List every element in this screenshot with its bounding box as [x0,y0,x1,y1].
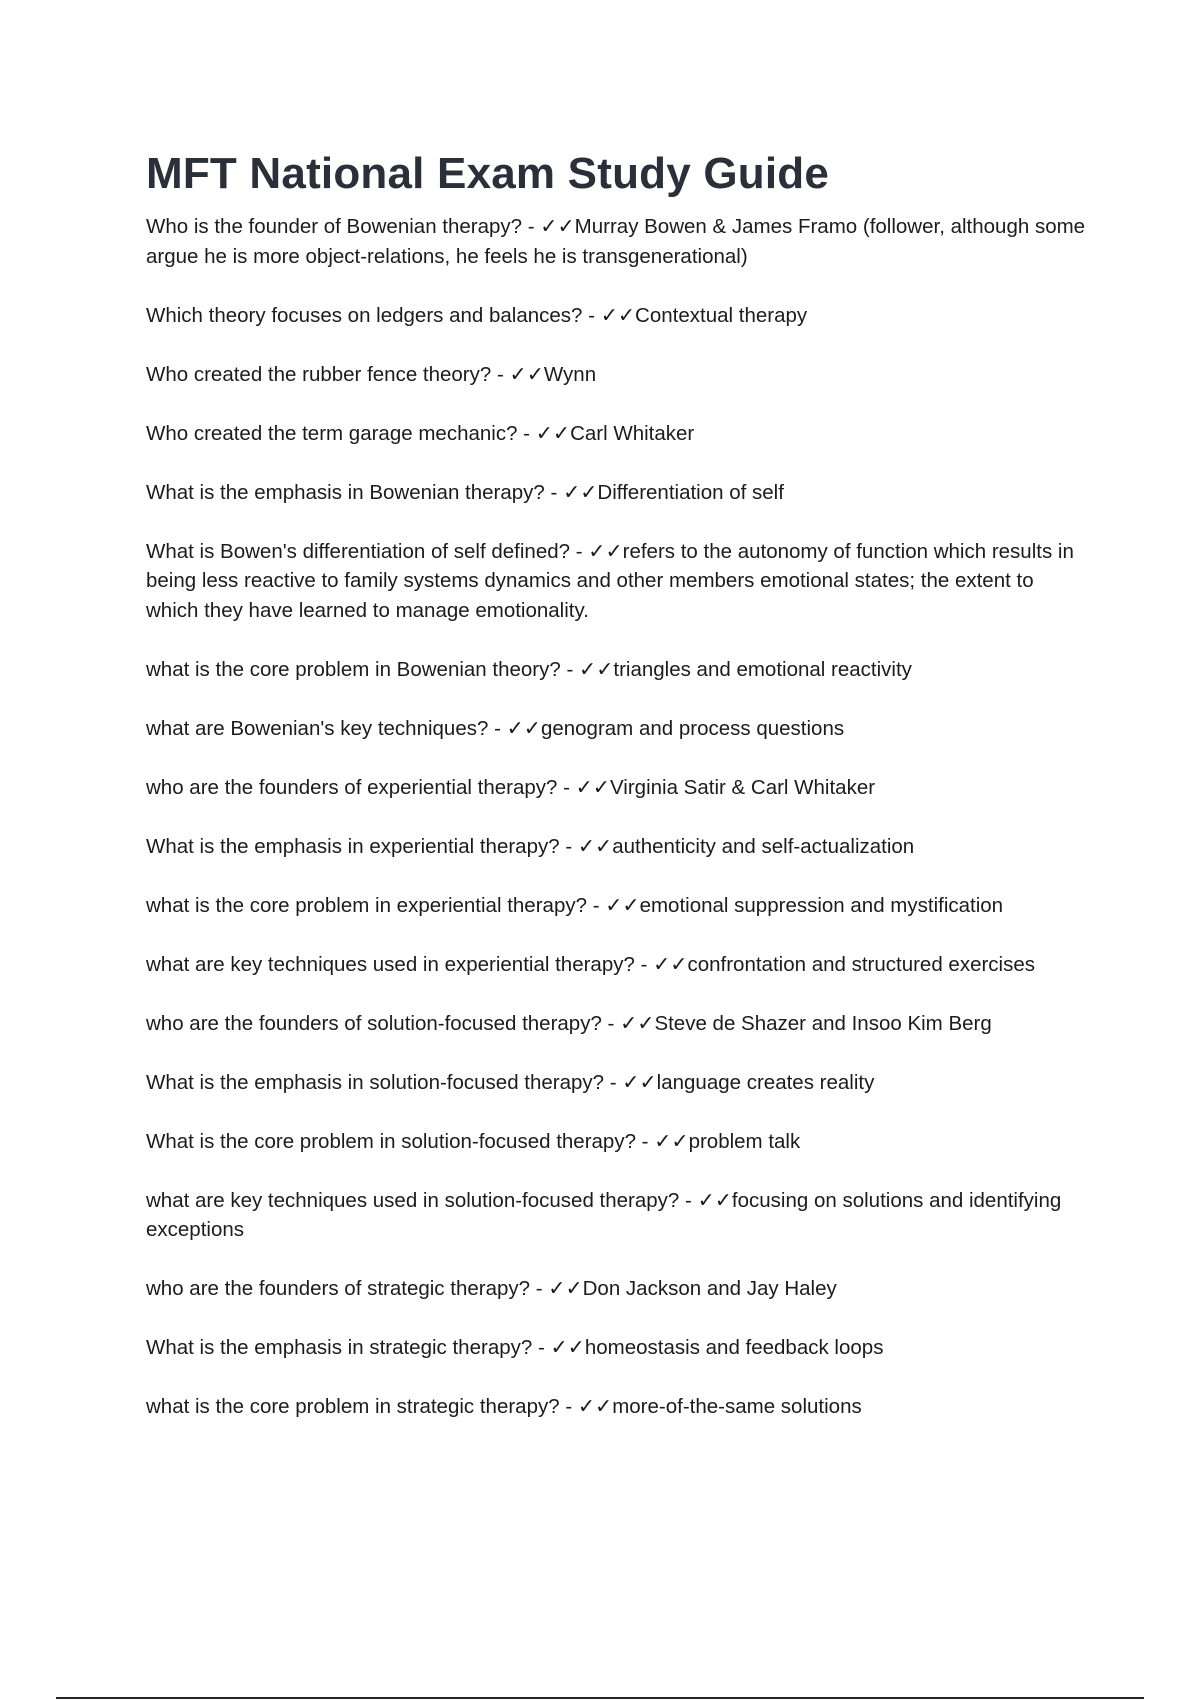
footer-divider [56,1697,1144,1699]
separator: - [634,952,654,976]
separator: - [522,215,541,238]
double-check-icon: ✓✓ [577,1395,613,1418]
qa-item [146,1392,1086,1422]
double-check-icon: ✓✓ [622,1070,657,1094]
double-check-icon: ✓✓ [620,1011,655,1035]
qa-item [146,1127,1086,1157]
qa-item [146,714,1086,744]
double-check-icon: ✓✓ [548,1277,583,1300]
question-text: What is the core problem in solution-focused therapy? [146,1129,636,1153]
answer-text: Differentiation of self [597,480,784,504]
answer-text: genogram and process questions [540,716,845,740]
qa-item [146,301,1086,331]
separator: - [582,303,601,327]
question-text: who are the founders of strategic therapy? [146,1277,531,1300]
document-page [146,148,1086,1451]
separator: - [635,1129,655,1153]
question-text: what are Bowenian's key techniques? [146,716,489,740]
answer-text: Wynn [543,362,597,386]
double-check-icon: ✓✓ [653,952,688,976]
qa-item [146,478,1086,508]
question-text: what is the core problem in strategic therapy? [146,1395,560,1418]
qa-item [146,655,1086,685]
answer-text: emotional suppression and mystification [639,893,1004,917]
qa-item [146,891,1086,921]
qa-item [146,832,1086,862]
qa-item [146,950,1086,980]
question-text: What is the emphasis in solution-focused therapy? [146,1070,605,1094]
question-text: Who created the term garage mechanic? [146,421,518,445]
answer-text: triangles and emotional reactivity [613,657,912,681]
double-check-icon: ✓✓ [540,215,575,238]
question-text: What is the emphasis in strategic therapy? [146,1336,533,1359]
double-check-icon: ✓✓ [697,1188,732,1212]
double-check-icon: ✓✓ [575,775,610,799]
qa-item [146,537,1086,626]
question-text: Which theory focuses on ledgers and balances? [146,303,583,327]
separator: - [560,657,580,681]
answer-text: more-of-the-same solutions [612,1395,862,1418]
qa-item [146,360,1086,390]
double-check-icon: ✓✓ [506,716,541,740]
separator: - [559,834,578,858]
double-check-icon: ✓✓ [550,1336,585,1359]
answer-text: Murray Bowen & James Framo (follower, although some argue he is more object-relations, he feels he is transgenerational) [146,215,1086,268]
separator: - [530,1277,549,1300]
separator: - [488,716,507,740]
qa-item [146,773,1086,803]
double-check-icon: ✓✓ [605,893,640,917]
qa-item [146,212,1086,271]
answer-text: homeostasis and feedback loops [584,1336,884,1359]
separator: - [544,480,564,504]
double-check-icon: ✓✓ [588,539,623,563]
double-check-icon: ✓✓ [535,421,571,445]
question-text: What is the emphasis in Bowenian therapy? [146,480,545,504]
qa-item [146,1068,1086,1098]
question-text: Who created the rubber fence theory? [146,362,492,386]
qa-item [146,419,1086,449]
separator: - [679,1188,698,1212]
question-text: who are the founders of solution-focused therapy? [146,1011,602,1035]
answer-text: Virginia Satir & Carl Whitaker [609,775,876,799]
answer-text: refers to the autonomy of function which results in being less reactive to family systems dynamics and other members emotional states; the extent to which they have learned to manage emotionality. [146,539,1074,622]
qa-item [146,1009,1086,1039]
answer-text: Steve de Shazer and Insoo Kim Berg [654,1011,992,1035]
qa-item [146,1274,1086,1304]
separator: - [491,362,510,386]
separator: - [570,539,589,563]
separator: - [517,421,536,445]
double-check-icon: ✓✓ [579,657,614,681]
answer-text: Don Jackson and Jay Haley [582,1277,837,1300]
answer-text: authenticity and self-actualization [612,834,915,858]
separator: - [532,1336,551,1359]
question-text: what are key techniques used in solution-focused therapy? [146,1188,680,1212]
page-title: MFT National Exam Study Guide [146,149,829,198]
question-text: What is the emphasis in experiential therapy? [146,834,560,858]
question-text: Who is the founder of Bowenian therapy? [146,215,523,238]
question-text: what is the core problem in Bowenian theory? [146,657,561,681]
qa-item [146,1333,1086,1363]
question-text: what are key techniques used in experiential therapy? [146,952,635,976]
double-check-icon: ✓✓ [563,480,598,504]
answer-text: confrontation and structured exercises [687,952,1036,976]
question-text: who are the founders of experiential therapy? [146,775,558,799]
question-text: What is Bowen's differentiation of self defined? [146,539,571,563]
answer-text: language creates reality [656,1070,875,1094]
double-check-icon: ✓✓ [654,1129,689,1153]
answer-text: Carl Whitaker [570,421,695,445]
separator: - [557,775,576,799]
qa-list [146,212,1086,1422]
separator: - [601,1011,621,1035]
answer-text: Contextual therapy [635,303,808,327]
answer-text: problem talk [688,1129,801,1153]
qa-item [146,1186,1086,1245]
double-check-icon: ✓✓ [600,303,636,327]
separator: - [559,1395,578,1418]
separator: - [587,893,606,917]
question-text: what is the core problem in experiential therapy? [146,893,587,917]
double-check-icon: ✓✓ [577,834,613,858]
answer-text: focusing on solutions and identifying exceptions [146,1188,1062,1241]
separator: - [604,1070,623,1094]
double-check-icon: ✓✓ [509,362,544,386]
